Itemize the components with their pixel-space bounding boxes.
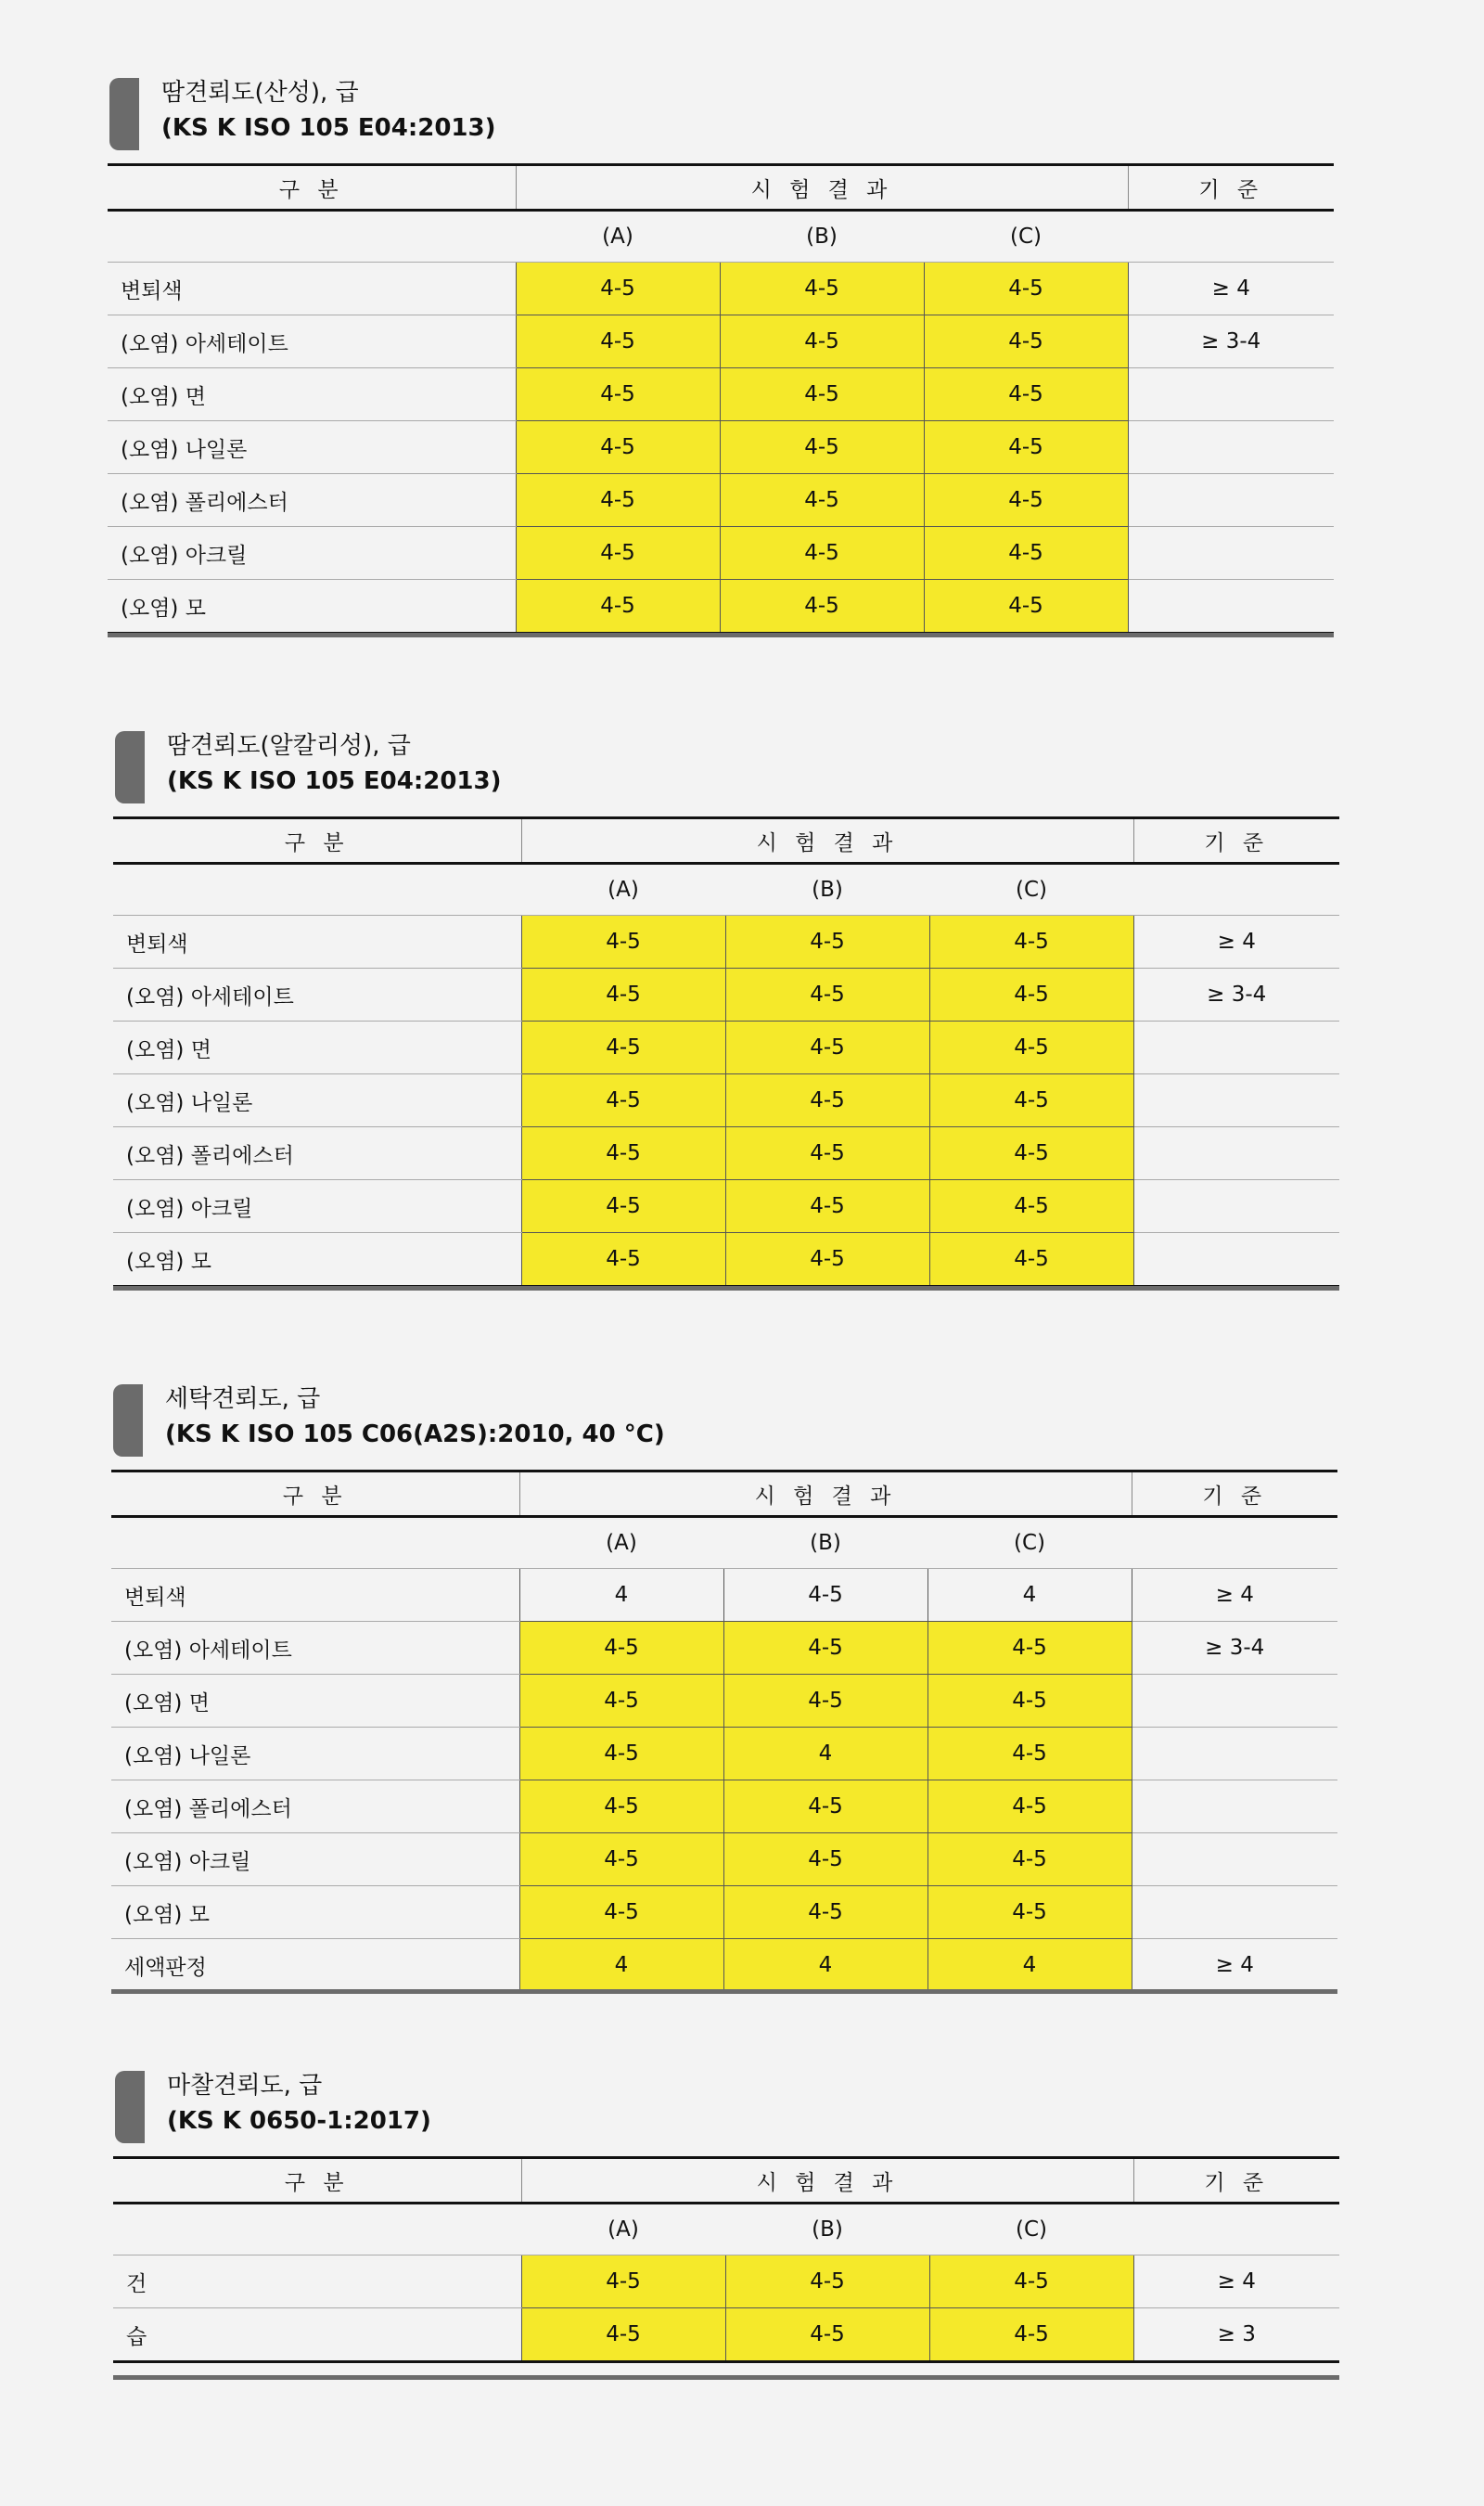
value-cell-a: 4-5 — [516, 421, 720, 474]
table-row — [108, 263, 1334, 315]
header-standard: 기 준 — [1133, 818, 1339, 864]
section-header — [111, 1382, 1337, 1459]
row-label: (오염) 면 — [113, 1022, 521, 1074]
section-title: 마찰견뢰도, 급 — [167, 2072, 323, 2100]
sample-c: (C) — [929, 864, 1133, 916]
results-table — [113, 816, 1339, 1288]
standard-cell — [1132, 1675, 1337, 1728]
standard-cell — [1128, 421, 1334, 474]
sample-b: (B) — [725, 2204, 929, 2255]
value-cell-a: 4-5 — [516, 263, 720, 315]
table-row — [111, 1675, 1337, 1728]
sample-b: (B) — [725, 864, 929, 916]
table-row — [111, 1780, 1337, 1833]
row-label: (오염) 면 — [108, 368, 516, 421]
section-title: 땀견뢰도(알칼리성), 급 — [167, 732, 411, 760]
section-marker — [115, 2071, 145, 2143]
header-category: 구 분 — [111, 1471, 519, 1517]
row-label: 변퇴색 — [111, 1569, 519, 1622]
value-cell-a: 4-5 — [521, 969, 725, 1022]
section-marker — [115, 731, 145, 803]
header-standard: 기 준 — [1128, 165, 1334, 211]
section-marker — [109, 78, 139, 150]
table-row — [113, 1022, 1339, 1074]
value-cell-a: 4-5 — [521, 1022, 725, 1074]
section-header — [113, 2069, 1339, 2145]
row-label: (오염) 폴리에스터 — [111, 1780, 519, 1833]
table-row — [108, 421, 1334, 474]
header-row — [113, 818, 1339, 864]
sample-a: (A) — [519, 1517, 723, 1569]
standard-cell — [1128, 474, 1334, 527]
value-cell-b: 4-5 — [725, 1180, 929, 1233]
value-cell-a: 4-5 — [521, 2255, 725, 2308]
value-cell-b: 4-5 — [723, 1886, 928, 1939]
value-cell-b: 4-5 — [725, 1127, 929, 1180]
value-cell-c: 4-5 — [924, 315, 1128, 368]
row-label: (오염) 아세테이트 — [108, 315, 516, 368]
standard-cell — [1132, 1833, 1337, 1886]
value-cell-c: 4-5 — [929, 2308, 1133, 2362]
value-cell-c: 4 — [928, 1939, 1132, 1993]
value-cell-a: 4-5 — [521, 1233, 725, 1287]
value-cell-b: 4-5 — [720, 474, 924, 527]
table-row — [113, 969, 1339, 1022]
value-cell-c: 4-5 — [928, 1622, 1132, 1675]
section-header — [108, 76, 1334, 152]
sample-row — [113, 2204, 1339, 2255]
value-cell-b: 4-5 — [723, 1780, 928, 1833]
value-cell-c: 4-5 — [929, 969, 1133, 1022]
section-bottom-rule — [111, 1989, 1337, 1994]
sample-b: (B) — [720, 211, 924, 263]
value-cell-a: 4-5 — [516, 474, 720, 527]
row-label: (오염) 폴리에스터 — [113, 1127, 521, 1180]
header-standard: 기 준 — [1132, 1471, 1337, 1517]
value-cell-a: 4-5 — [516, 527, 720, 580]
standard-cell: ≥ 4 — [1128, 263, 1334, 315]
value-cell-a: 4-5 — [521, 916, 725, 969]
section-header — [113, 729, 1339, 805]
value-cell-c: 4-5 — [924, 580, 1128, 634]
value-cell-b: 4 — [723, 1939, 928, 1993]
value-cell-b: 4-5 — [725, 1074, 929, 1127]
value-cell-b: 4-5 — [725, 2308, 929, 2362]
value-cell-c: 4-5 — [928, 1675, 1132, 1728]
row-label: 변퇴색 — [108, 263, 516, 315]
value-cell-b: 4-5 — [725, 1233, 929, 1287]
value-cell-b: 4-5 — [720, 421, 924, 474]
header-results: 시 험 결 과 — [521, 818, 1133, 864]
standard-cell — [1128, 368, 1334, 421]
sample-c: (C) — [929, 2204, 1133, 2255]
table-row — [113, 1127, 1339, 1180]
standard-cell — [1133, 1180, 1339, 1233]
value-cell-a: 4-5 — [516, 368, 720, 421]
table-row — [113, 916, 1339, 969]
table-row — [108, 368, 1334, 421]
sample-row — [113, 864, 1339, 916]
header-row — [108, 165, 1334, 211]
standard-cell — [1133, 1233, 1339, 1287]
row-label: (오염) 모 — [108, 580, 516, 634]
value-cell-b: 4-5 — [723, 1675, 928, 1728]
sample-a: (A) — [521, 2204, 725, 2255]
results-table — [113, 2156, 1339, 2363]
row-label: (오염) 아세테이트 — [113, 969, 521, 1022]
section-marker — [113, 1384, 143, 1457]
value-cell-b: 4-5 — [725, 1022, 929, 1074]
value-cell-c: 4-5 — [929, 916, 1133, 969]
value-cell-b: 4-5 — [720, 527, 924, 580]
value-cell-a: 4-5 — [519, 1833, 723, 1886]
standard-cell — [1133, 1074, 1339, 1127]
sample-c: (C) — [928, 1517, 1132, 1569]
row-label: (오염) 아크릴 — [111, 1833, 519, 1886]
header-row — [113, 2158, 1339, 2204]
value-cell-c: 4-5 — [924, 421, 1128, 474]
standard-cell — [1128, 580, 1334, 634]
standard-cell — [1132, 1780, 1337, 1833]
table-row — [108, 315, 1334, 368]
value-cell-a: 4-5 — [519, 1728, 723, 1780]
table-row — [111, 1886, 1337, 1939]
row-label: 건 — [113, 2255, 521, 2308]
sample-b: (B) — [723, 1517, 928, 1569]
value-cell-b: 4-5 — [723, 1622, 928, 1675]
section-title: 세탁견뢰도, 급 — [165, 1385, 321, 1413]
value-cell-c: 4-5 — [928, 1780, 1132, 1833]
standard-cell: ≥ 3-4 — [1132, 1622, 1337, 1675]
value-cell-c: 4-5 — [928, 1886, 1132, 1939]
row-label: (오염) 폴리에스터 — [108, 474, 516, 527]
value-cell-c: 4 — [928, 1569, 1132, 1622]
standard-cell: ≥ 3-4 — [1133, 969, 1339, 1022]
value-cell-a: 4-5 — [519, 1622, 723, 1675]
section-rubbing — [113, 2069, 1339, 2349]
header-row — [111, 1471, 1337, 1517]
header-results: 시 험 결 과 — [521, 2158, 1133, 2204]
row-label: (오염) 아크릴 — [113, 1180, 521, 1233]
header-category: 구 분 — [113, 818, 521, 864]
value-cell-c: 4-5 — [924, 368, 1128, 421]
standard-cell — [1133, 1022, 1339, 1074]
value-cell-b: 4-5 — [723, 1833, 928, 1886]
section-standard-code: (KS K ISO 105 E04:2013) — [161, 114, 496, 142]
section-sweat-alkaline — [113, 729, 1339, 1274]
row-label: (오염) 아크릴 — [108, 527, 516, 580]
row-label: (오염) 나일론 — [113, 1074, 521, 1127]
value-cell-b: 4-5 — [720, 263, 924, 315]
value-cell-b: 4-5 — [725, 2255, 929, 2308]
standard-cell — [1132, 1728, 1337, 1780]
sample-c: (C) — [924, 211, 1128, 263]
row-label: (오염) 나일론 — [111, 1728, 519, 1780]
value-cell-b: 4-5 — [725, 969, 929, 1022]
header-results: 시 험 결 과 — [519, 1471, 1132, 1517]
sample-a: (A) — [521, 864, 725, 916]
section-standard-code: (KS K ISO 105 E04:2013) — [167, 767, 502, 795]
sample-row — [108, 211, 1334, 263]
section-bottom-rule — [108, 633, 1334, 637]
results-table — [111, 1470, 1337, 1994]
section-title: 땀견뢰도(산성), 급 — [161, 79, 359, 107]
standard-cell: ≥ 4 — [1133, 2255, 1339, 2308]
value-cell-a: 4-5 — [519, 1886, 723, 1939]
value-cell-c: 4-5 — [929, 2255, 1133, 2308]
table-row — [113, 1074, 1339, 1127]
value-cell-a: 4-5 — [516, 315, 720, 368]
table-row — [111, 1833, 1337, 1886]
value-cell-a: 4-5 — [521, 1127, 725, 1180]
row-label: (오염) 면 — [111, 1675, 519, 1728]
table-row — [113, 1180, 1339, 1233]
sample-a: (A) — [516, 211, 720, 263]
value-cell-c: 4-5 — [929, 1074, 1133, 1127]
value-cell-c: 4-5 — [928, 1728, 1132, 1780]
header-category: 구 분 — [113, 2158, 521, 2204]
sample-row — [111, 1517, 1337, 1569]
section-sweat-acid — [108, 76, 1334, 621]
value-cell-c: 4-5 — [928, 1833, 1132, 1886]
row-label: (오염) 아세테이트 — [111, 1622, 519, 1675]
table-row — [113, 2308, 1339, 2362]
table-row — [108, 527, 1334, 580]
value-cell-b: 4-5 — [720, 580, 924, 634]
value-cell-a: 4-5 — [521, 1180, 725, 1233]
value-cell-a: 4-5 — [521, 2308, 725, 2362]
standard-cell: ≥ 4 — [1133, 916, 1339, 969]
standard-cell — [1132, 1886, 1337, 1939]
standard-cell: ≥ 3-4 — [1128, 315, 1334, 368]
header-standard: 기 준 — [1133, 2158, 1339, 2204]
value-cell-a: 4-5 — [519, 1780, 723, 1833]
value-cell-c: 4-5 — [924, 474, 1128, 527]
standard-cell: ≥ 4 — [1132, 1569, 1337, 1622]
value-cell-a: 4-5 — [516, 580, 720, 634]
table-row — [111, 1569, 1337, 1622]
row-label: 습 — [113, 2308, 521, 2362]
value-cell-b: 4-5 — [720, 368, 924, 421]
value-cell-a: 4-5 — [519, 1675, 723, 1728]
results-table — [108, 163, 1334, 635]
table-row — [113, 2255, 1339, 2308]
row-label: (오염) 모 — [111, 1886, 519, 1939]
value-cell-c: 4-5 — [924, 527, 1128, 580]
value-cell-b: 4-5 — [720, 315, 924, 368]
row-label: 세액판정 — [111, 1939, 519, 1993]
value-cell-c: 4-5 — [924, 263, 1128, 315]
row-label: (오염) 나일론 — [108, 421, 516, 474]
table-row — [111, 1728, 1337, 1780]
value-cell-c: 4-5 — [929, 1233, 1133, 1287]
row-label: (오염) 모 — [113, 1233, 521, 1287]
table-row — [108, 474, 1334, 527]
standard-cell — [1133, 1127, 1339, 1180]
section-bottom-rule — [113, 1286, 1339, 1291]
value-cell-c: 4-5 — [929, 1127, 1133, 1180]
table-row — [108, 580, 1334, 634]
header-results: 시 험 결 과 — [516, 165, 1128, 211]
value-cell-c: 4-5 — [929, 1022, 1133, 1074]
table-row — [111, 1622, 1337, 1675]
value-cell-a: 4 — [519, 1939, 723, 1993]
standard-cell — [1128, 527, 1334, 580]
section-standard-code: (KS K ISO 105 C06(A2S):2010, 40 °C) — [165, 1420, 665, 1448]
table-row — [113, 1233, 1339, 1287]
value-cell-a: 4 — [519, 1569, 723, 1622]
standard-cell: ≥ 3 — [1133, 2308, 1339, 2362]
value-cell-b: 4 — [723, 1728, 928, 1780]
value-cell-b: 4-5 — [725, 916, 929, 969]
row-label: 변퇴색 — [113, 916, 521, 969]
value-cell-c: 4-5 — [929, 1180, 1133, 1233]
standard-cell: ≥ 4 — [1132, 1939, 1337, 1993]
header-category: 구 분 — [108, 165, 516, 211]
section-standard-code: (KS K 0650-1:2017) — [167, 2107, 431, 2135]
value-cell-a: 4-5 — [521, 1074, 725, 1127]
value-cell-b: 4-5 — [723, 1569, 928, 1622]
table-row — [111, 1939, 1337, 1993]
section-wash — [111, 1382, 1337, 1980]
section-bottom-rule — [113, 2375, 1339, 2380]
